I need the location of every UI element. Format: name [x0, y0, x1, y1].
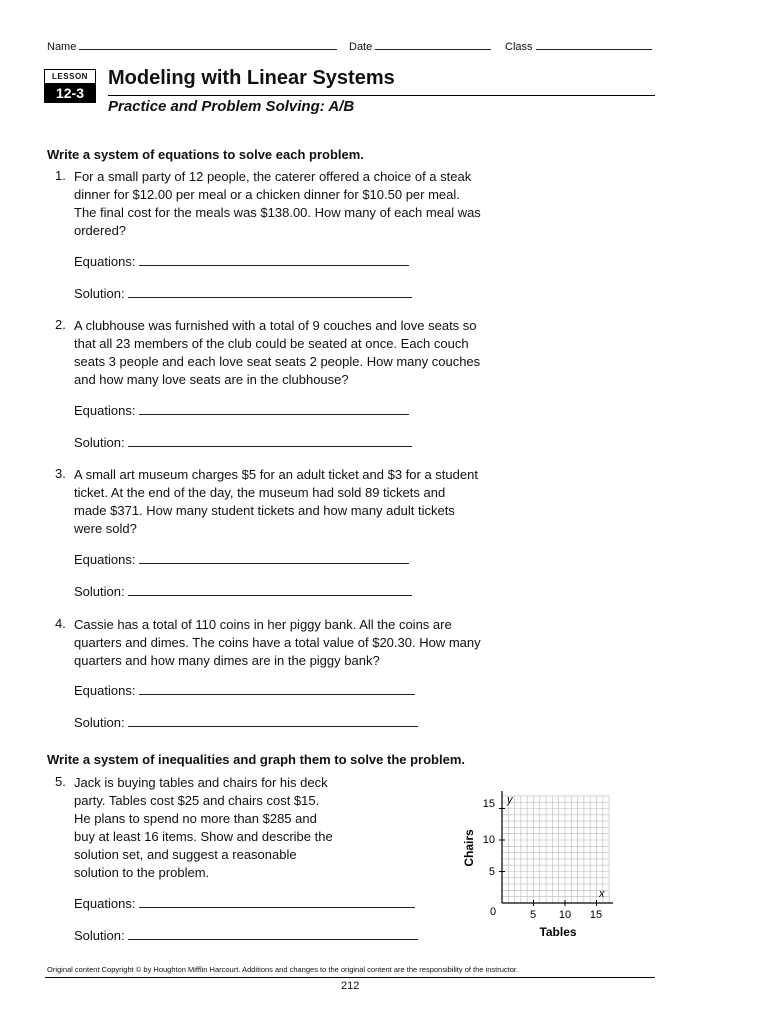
equations-label: Equations: — [74, 683, 136, 698]
class-field — [505, 39, 652, 53]
footer-divider — [45, 977, 655, 978]
equations-label: Equations: — [74, 552, 136, 567]
page-number: 212 — [341, 980, 360, 992]
problem-5-text: Jack is buying tables and chairs for his deck party. Tables cost $25 and chairs cost $15. He plans to spend no more than $285 and buy at least 16 items. Show and describe the solution set, and suggest a reasonable solution to the problem. — [74, 775, 333, 880]
solution-label: Solution: — [74, 715, 125, 730]
equations-label: Equations: — [74, 254, 136, 269]
problem-4-equations-blank[interactable] — [139, 684, 415, 695]
problem-5-solution — [74, 928, 418, 943]
coordinate-grid[interactable] — [455, 785, 625, 945]
problem-2-solution — [74, 435, 412, 450]
section1-instruction: Write a system of equations to solve each problem. — [47, 147, 364, 162]
problem-4-solution — [74, 715, 418, 730]
date-blank[interactable] — [375, 39, 491, 50]
problem-3-solution-blank[interactable] — [128, 585, 412, 596]
problem-4-text: Cassie has a total of 110 coins in her piggy bank. All the coins are quarters and dimes. The coins have a total value of $20.30. How many quarters and how many dimes are in the piggy bank? — [74, 617, 481, 668]
equations-label: Equations: — [74, 403, 136, 418]
problem-4-solution-blank[interactable] — [128, 716, 418, 727]
axis-ticks — [499, 809, 597, 907]
problem-4-number: 4. — [55, 616, 66, 631]
origin-label: 0 — [490, 906, 497, 918]
solution-label: Solution: — [74, 584, 125, 599]
problem-1-equations — [74, 254, 409, 269]
x-tick-label-10: 10 — [558, 909, 572, 921]
problem-3-solution — [74, 584, 412, 599]
lesson-number: 12-3 — [44, 84, 96, 103]
problem-3-equations — [74, 552, 409, 567]
problem-2-number: 2. — [55, 317, 66, 332]
name-field — [47, 39, 337, 53]
problem-4-equations — [74, 683, 415, 698]
problem-1-solution-blank[interactable] — [128, 287, 412, 298]
problem-3-text: A small art museum charges $5 for an adult ticket and $3 for a student ticket. At the end of the day, the museum had sold 89 tickets and made $371. How many student tickets and how many adult tickets were sold? — [74, 467, 478, 536]
solution-label: Solution: — [74, 435, 125, 450]
problem-2-solution-blank[interactable] — [128, 436, 412, 447]
problem-1-solution — [74, 286, 412, 301]
date-label: Date — [349, 41, 373, 53]
section2-instruction: Write a system of inequalities and graph them to solve the problem. — [47, 752, 466, 767]
class-blank[interactable] — [536, 39, 652, 50]
x-tick-label-15: 15 — [589, 909, 603, 921]
name-label: Name — [47, 41, 77, 53]
x-tick-label-5: 5 — [529, 909, 537, 921]
problem-1-number: 1. — [55, 168, 66, 183]
problem-2-text: A clubhouse was furnished with a total of 9 couches and love seats so that all 23 members of the club could be seated at once. Each couch seats 3 people and each love seat seats 2 people. How many couches and how many love seats are in the clubhouse? — [74, 318, 481, 387]
page-subtitle: Practice and Problem Solving: A/B — [108, 98, 355, 115]
lesson-label: LESSON — [44, 69, 96, 84]
copyright-notice: Original content Copyright © by Houghton Mifflin Harcourt. Additions and changes to the original content are the responsibility of the instructor. — [47, 965, 519, 974]
problem-5-equations — [74, 896, 415, 911]
problem-1-equations-blank[interactable] — [139, 255, 409, 266]
grid-lines — [502, 796, 609, 903]
lesson-badge — [44, 69, 96, 103]
problem-1-text: For a small party of 12 people, the caterer offered a choice of a steak dinner for $12.00 per meal or a chicken dinner for $10.50 per meal. The final cost for the meals was $138.00. How many of each meal was ordered? — [74, 169, 481, 238]
problem-5-number: 5. — [55, 774, 66, 789]
x-axis-label: Tables — [539, 925, 577, 939]
y-variable: y — [507, 794, 513, 806]
name-blank[interactable] — [79, 39, 337, 50]
problem-2-equations — [74, 403, 409, 418]
date-field — [349, 39, 491, 53]
problem-3-equations-blank[interactable] — [139, 553, 409, 564]
problem-3-number: 3. — [55, 466, 66, 481]
y-axis-label: Chairs — [462, 829, 476, 867]
problem-5-equations-blank[interactable] — [139, 897, 415, 908]
title-divider — [108, 95, 655, 96]
y-tick-label-15: 15 — [482, 798, 495, 810]
problem-2-equations-blank[interactable] — [139, 404, 409, 415]
solution-label: Solution: — [74, 286, 125, 301]
class-label: Class — [505, 41, 533, 53]
y-tick-label-5: 5 — [488, 866, 495, 878]
solution-label: Solution: — [74, 928, 125, 943]
equations-label: Equations: — [74, 896, 136, 911]
x-variable: x — [599, 888, 605, 900]
y-tick-label-10: 10 — [482, 834, 495, 846]
problem-5-solution-blank[interactable] — [128, 929, 418, 940]
page-title: Modeling with Linear Systems — [108, 67, 395, 89]
